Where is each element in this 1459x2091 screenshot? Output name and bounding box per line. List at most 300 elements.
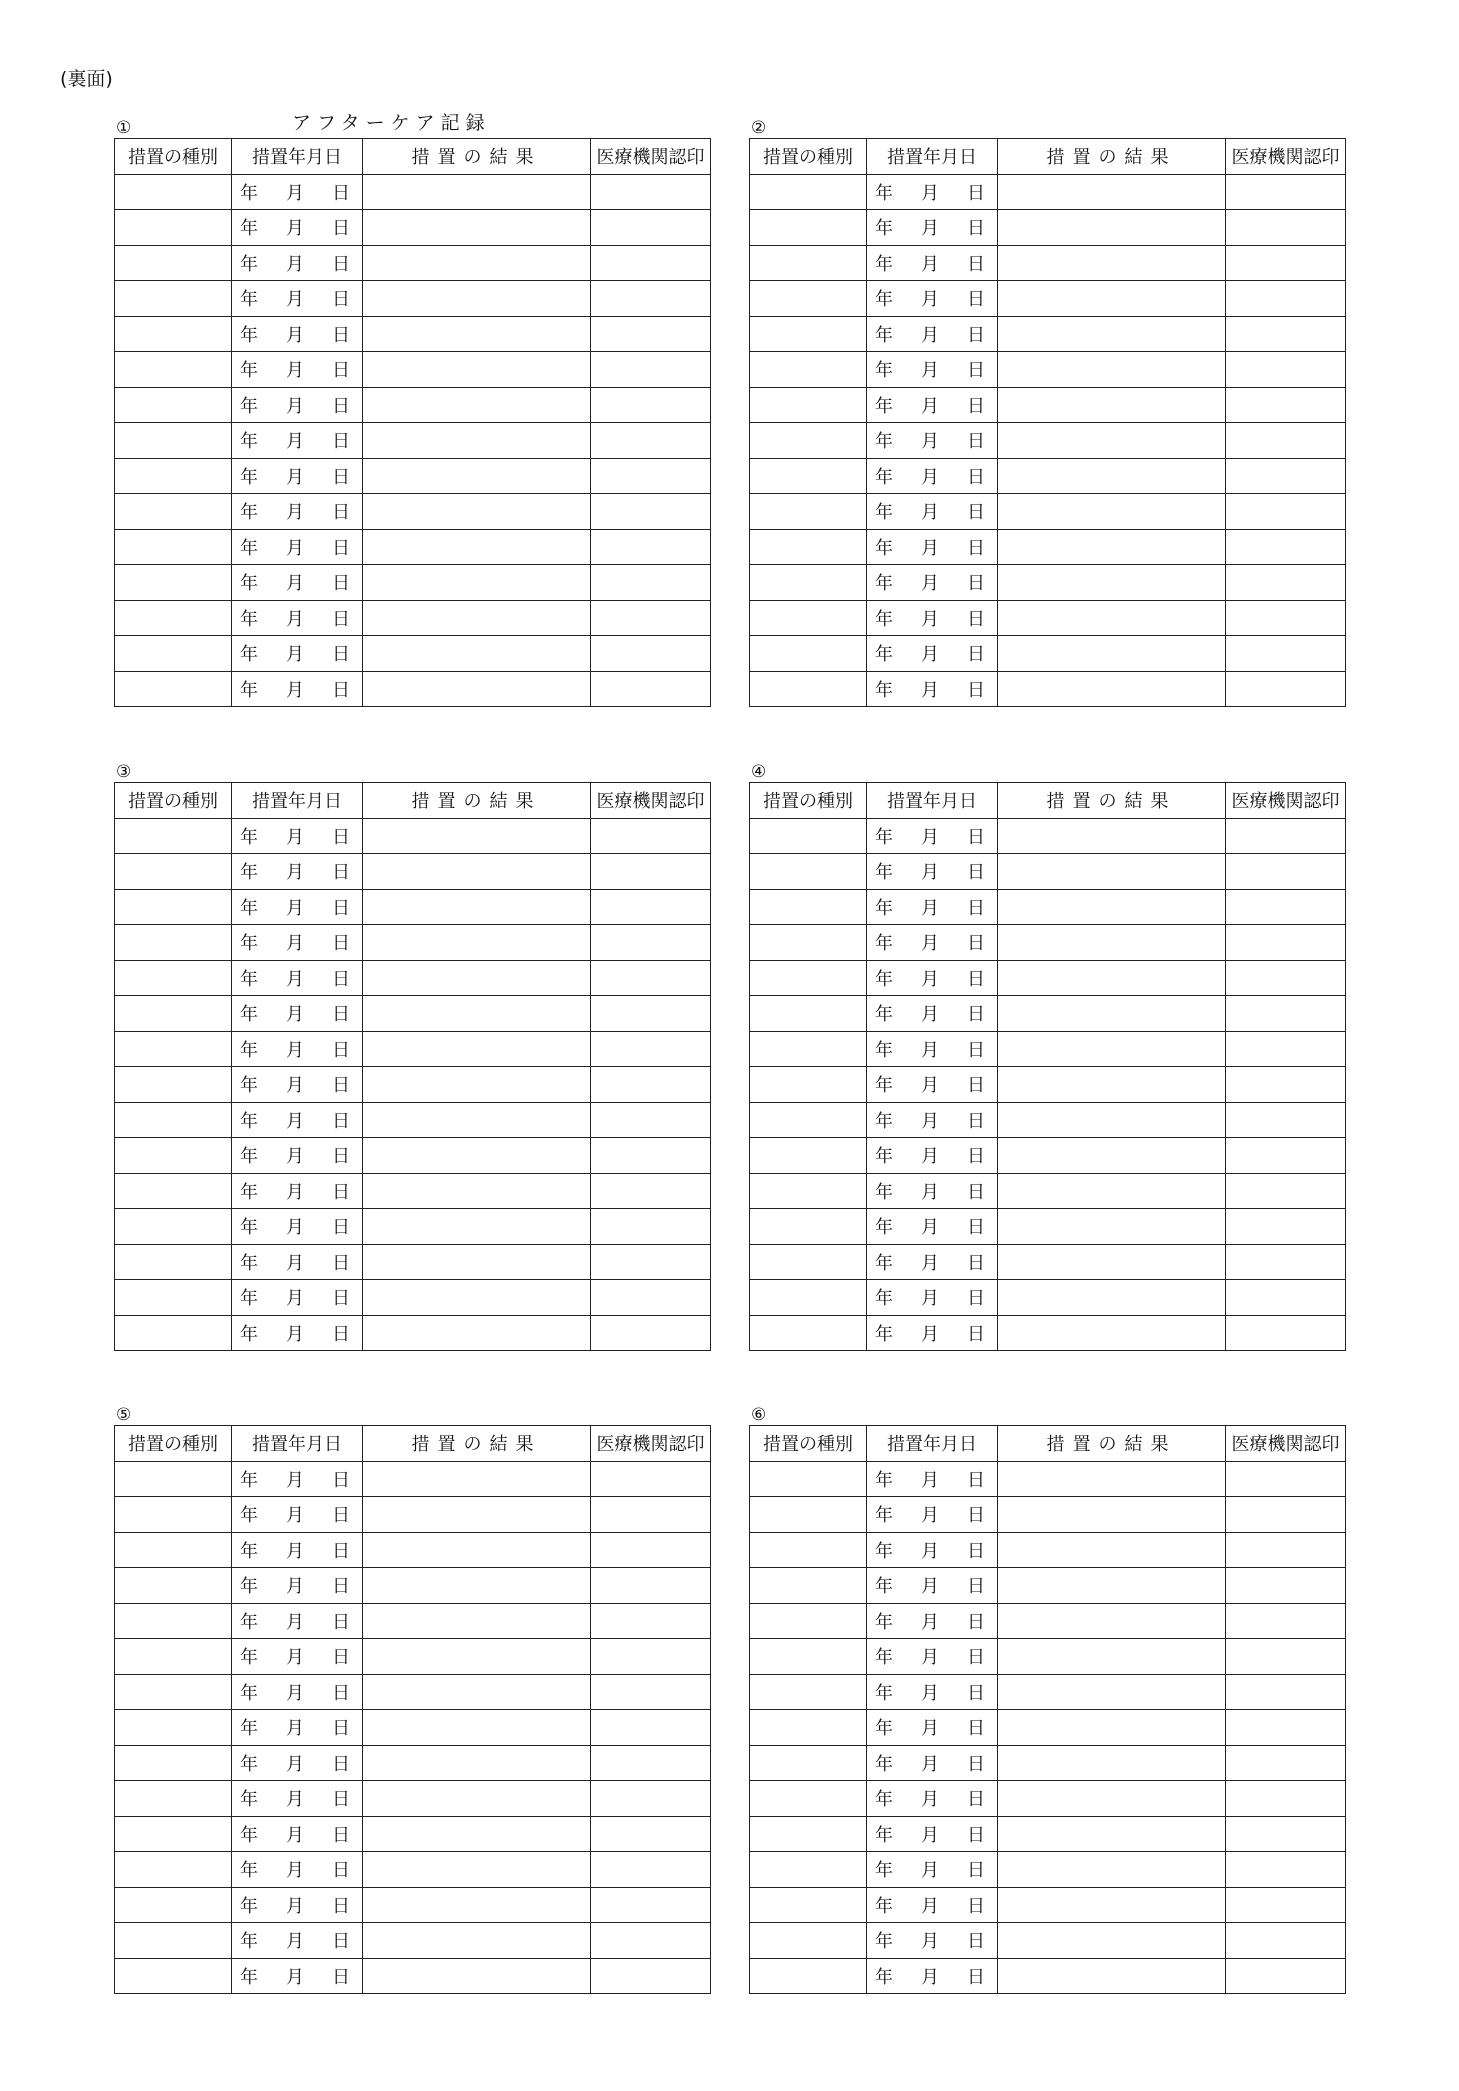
- measure-result-cell[interactable]: [363, 210, 591, 246]
- measure-result-cell[interactable]: [998, 494, 1226, 530]
- measure-date-cell[interactable]: [867, 1244, 998, 1280]
- hospital-seal-cell[interactable]: [1226, 1639, 1346, 1675]
- measure-type-cell[interactable]: [750, 1461, 867, 1497]
- measure-type-cell[interactable]: [750, 889, 867, 925]
- measure-type-cell[interactable]: [115, 1781, 232, 1817]
- hospital-seal-cell[interactable]: [1226, 1244, 1346, 1280]
- measure-date-cell[interactable]: [232, 925, 363, 961]
- measure-result-cell[interactable]: [363, 1461, 591, 1497]
- measure-type-cell[interactable]: [750, 1887, 867, 1923]
- hospital-seal-cell[interactable]: [1226, 529, 1346, 565]
- measure-date-cell[interactable]: [232, 889, 363, 925]
- hospital-seal-cell[interactable]: [591, 1280, 711, 1316]
- measure-result-cell[interactable]: [363, 1923, 591, 1959]
- measure-date-cell[interactable]: [867, 245, 998, 281]
- measure-type-cell[interactable]: [115, 889, 232, 925]
- measure-result-cell[interactable]: [998, 818, 1226, 854]
- measure-type-cell[interactable]: [750, 281, 867, 317]
- measure-type-cell[interactable]: [750, 1497, 867, 1533]
- measure-date-cell[interactable]: [867, 1674, 998, 1710]
- measure-date-cell[interactable]: [232, 1244, 363, 1280]
- measure-date-cell[interactable]: [232, 1781, 363, 1817]
- measure-result-cell[interactable]: [998, 423, 1226, 459]
- hospital-seal-cell[interactable]: [591, 1209, 711, 1245]
- hospital-seal-cell[interactable]: [1226, 671, 1346, 707]
- measure-result-cell[interactable]: [998, 1745, 1226, 1781]
- measure-date-cell[interactable]: [232, 1497, 363, 1533]
- measure-type-cell[interactable]: [115, 671, 232, 707]
- hospital-seal-cell[interactable]: [1226, 1781, 1346, 1817]
- measure-result-cell[interactable]: [363, 854, 591, 890]
- measure-result-cell[interactable]: [363, 458, 591, 494]
- measure-date-cell[interactable]: [867, 458, 998, 494]
- measure-type-cell[interactable]: [115, 636, 232, 672]
- measure-type-cell[interactable]: [115, 1138, 232, 1174]
- measure-date-cell[interactable]: [867, 1852, 998, 1888]
- measure-result-cell[interactable]: [998, 889, 1226, 925]
- measure-date-cell[interactable]: [232, 960, 363, 996]
- hospital-seal-cell[interactable]: [591, 1639, 711, 1675]
- hospital-seal-cell[interactable]: [1226, 1280, 1346, 1316]
- hospital-seal-cell[interactable]: [1226, 925, 1346, 961]
- hospital-seal-cell[interactable]: [1226, 1461, 1346, 1497]
- measure-type-cell[interactable]: [115, 960, 232, 996]
- measure-result-cell[interactable]: [363, 671, 591, 707]
- hospital-seal-cell[interactable]: [1226, 494, 1346, 530]
- measure-type-cell[interactable]: [115, 316, 232, 352]
- measure-type-cell[interactable]: [750, 1958, 867, 1994]
- measure-date-cell[interactable]: [867, 423, 998, 459]
- hospital-seal-cell[interactable]: [591, 1923, 711, 1959]
- measure-type-cell[interactable]: [115, 1280, 232, 1316]
- measure-result-cell[interactable]: [363, 600, 591, 636]
- hospital-seal-cell[interactable]: [1226, 960, 1346, 996]
- measure-result-cell[interactable]: [998, 1816, 1226, 1852]
- measure-type-cell[interactable]: [115, 1568, 232, 1604]
- measure-date-cell[interactable]: [867, 352, 998, 388]
- measure-type-cell[interactable]: [115, 458, 232, 494]
- measure-result-cell[interactable]: [363, 1138, 591, 1174]
- measure-result-cell[interactable]: [363, 1603, 591, 1639]
- measure-result-cell[interactable]: [998, 1244, 1226, 1280]
- measure-type-cell[interactable]: [750, 1781, 867, 1817]
- hospital-seal-cell[interactable]: [591, 174, 711, 210]
- measure-type-cell[interactable]: [115, 565, 232, 601]
- hospital-seal-cell[interactable]: [591, 1315, 711, 1351]
- hospital-seal-cell[interactable]: [1226, 1923, 1346, 1959]
- measure-result-cell[interactable]: [998, 1102, 1226, 1138]
- measure-date-cell[interactable]: [232, 1674, 363, 1710]
- hospital-seal-cell[interactable]: [1226, 1745, 1346, 1781]
- measure-result-cell[interactable]: [998, 1958, 1226, 1994]
- measure-type-cell[interactable]: [115, 352, 232, 388]
- measure-result-cell[interactable]: [363, 1568, 591, 1604]
- measure-result-cell[interactable]: [998, 1639, 1226, 1675]
- hospital-seal-cell[interactable]: [591, 1532, 711, 1568]
- measure-date-cell[interactable]: [232, 1102, 363, 1138]
- measure-result-cell[interactable]: [998, 1280, 1226, 1316]
- measure-result-cell[interactable]: [363, 925, 591, 961]
- measure-type-cell[interactable]: [750, 818, 867, 854]
- measure-result-cell[interactable]: [363, 636, 591, 672]
- measure-result-cell[interactable]: [363, 565, 591, 601]
- measure-type-cell[interactable]: [750, 1568, 867, 1604]
- hospital-seal-cell[interactable]: [1226, 245, 1346, 281]
- measure-result-cell[interactable]: [998, 1173, 1226, 1209]
- measure-type-cell[interactable]: [750, 387, 867, 423]
- hospital-seal-cell[interactable]: [591, 1852, 711, 1888]
- measure-date-cell[interactable]: [232, 174, 363, 210]
- hospital-seal-cell[interactable]: [591, 1138, 711, 1174]
- hospital-seal-cell[interactable]: [1226, 387, 1346, 423]
- measure-result-cell[interactable]: [998, 174, 1226, 210]
- measure-type-cell[interactable]: [750, 854, 867, 890]
- hospital-seal-cell[interactable]: [591, 1781, 711, 1817]
- measure-date-cell[interactable]: [232, 996, 363, 1032]
- measure-result-cell[interactable]: [363, 818, 591, 854]
- measure-result-cell[interactable]: [363, 494, 591, 530]
- measure-result-cell[interactable]: [363, 1067, 591, 1103]
- measure-result-cell[interactable]: [998, 529, 1226, 565]
- measure-result-cell[interactable]: [363, 1781, 591, 1817]
- measure-type-cell[interactable]: [750, 458, 867, 494]
- measure-result-cell[interactable]: [363, 316, 591, 352]
- hospital-seal-cell[interactable]: [591, 281, 711, 317]
- hospital-seal-cell[interactable]: [591, 1745, 711, 1781]
- measure-date-cell[interactable]: [867, 636, 998, 672]
- measure-result-cell[interactable]: [998, 1138, 1226, 1174]
- measure-result-cell[interactable]: [363, 1887, 591, 1923]
- measure-date-cell[interactable]: [232, 600, 363, 636]
- hospital-seal-cell[interactable]: [591, 210, 711, 246]
- measure-date-cell[interactable]: [867, 1887, 998, 1923]
- measure-type-cell[interactable]: [115, 174, 232, 210]
- measure-result-cell[interactable]: [363, 1532, 591, 1568]
- measure-type-cell[interactable]: [750, 1710, 867, 1746]
- measure-type-cell[interactable]: [750, 210, 867, 246]
- measure-type-cell[interactable]: [115, 1031, 232, 1067]
- measure-result-cell[interactable]: [998, 671, 1226, 707]
- hospital-seal-cell[interactable]: [591, 1568, 711, 1604]
- measure-date-cell[interactable]: [867, 1031, 998, 1067]
- measure-type-cell[interactable]: [115, 529, 232, 565]
- measure-type-cell[interactable]: [750, 1315, 867, 1351]
- measure-date-cell[interactable]: [867, 1138, 998, 1174]
- measure-date-cell[interactable]: [232, 1852, 363, 1888]
- measure-result-cell[interactable]: [363, 1497, 591, 1533]
- measure-type-cell[interactable]: [750, 1280, 867, 1316]
- measure-type-cell[interactable]: [750, 1102, 867, 1138]
- measure-date-cell[interactable]: [867, 671, 998, 707]
- measure-type-cell[interactable]: [115, 245, 232, 281]
- hospital-seal-cell[interactable]: [1226, 281, 1346, 317]
- measure-date-cell[interactable]: [867, 1209, 998, 1245]
- measure-type-cell[interactable]: [750, 925, 867, 961]
- measure-type-cell[interactable]: [115, 210, 232, 246]
- measure-type-cell[interactable]: [115, 1497, 232, 1533]
- measure-result-cell[interactable]: [998, 1209, 1226, 1245]
- measure-date-cell[interactable]: [867, 1816, 998, 1852]
- hospital-seal-cell[interactable]: [591, 458, 711, 494]
- measure-type-cell[interactable]: [750, 352, 867, 388]
- measure-result-cell[interactable]: [363, 1852, 591, 1888]
- measure-date-cell[interactable]: [232, 1173, 363, 1209]
- measure-result-cell[interactable]: [998, 1674, 1226, 1710]
- measure-result-cell[interactable]: [998, 245, 1226, 281]
- measure-date-cell[interactable]: [867, 1497, 998, 1533]
- hospital-seal-cell[interactable]: [591, 889, 711, 925]
- measure-type-cell[interactable]: [750, 1745, 867, 1781]
- measure-date-cell[interactable]: [867, 1102, 998, 1138]
- measure-result-cell[interactable]: [998, 636, 1226, 672]
- measure-date-cell[interactable]: [232, 1532, 363, 1568]
- measure-result-cell[interactable]: [998, 925, 1226, 961]
- measure-date-cell[interactable]: [867, 1532, 998, 1568]
- measure-type-cell[interactable]: [750, 494, 867, 530]
- measure-date-cell[interactable]: [867, 1315, 998, 1351]
- measure-type-cell[interactable]: [750, 1532, 867, 1568]
- measure-date-cell[interactable]: [232, 1887, 363, 1923]
- measure-result-cell[interactable]: [363, 1674, 591, 1710]
- measure-date-cell[interactable]: [867, 1603, 998, 1639]
- measure-date-cell[interactable]: [867, 1958, 998, 1994]
- hospital-seal-cell[interactable]: [591, 565, 711, 601]
- hospital-seal-cell[interactable]: [591, 854, 711, 890]
- measure-date-cell[interactable]: [232, 1067, 363, 1103]
- measure-type-cell[interactable]: [115, 1958, 232, 1994]
- measure-type-cell[interactable]: [750, 1852, 867, 1888]
- measure-result-cell[interactable]: [998, 1568, 1226, 1604]
- measure-date-cell[interactable]: [232, 854, 363, 890]
- hospital-seal-cell[interactable]: [1226, 1031, 1346, 1067]
- measure-result-cell[interactable]: [998, 1497, 1226, 1533]
- measure-result-cell[interactable]: [363, 1280, 591, 1316]
- measure-type-cell[interactable]: [115, 1603, 232, 1639]
- measure-type-cell[interactable]: [115, 1852, 232, 1888]
- measure-result-cell[interactable]: [998, 1603, 1226, 1639]
- measure-type-cell[interactable]: [750, 245, 867, 281]
- hospital-seal-cell[interactable]: [591, 245, 711, 281]
- measure-result-cell[interactable]: [998, 281, 1226, 317]
- hospital-seal-cell[interactable]: [591, 671, 711, 707]
- hospital-seal-cell[interactable]: [591, 1173, 711, 1209]
- measure-date-cell[interactable]: [232, 352, 363, 388]
- hospital-seal-cell[interactable]: [1226, 458, 1346, 494]
- measure-result-cell[interactable]: [363, 352, 591, 388]
- measure-type-cell[interactable]: [115, 1067, 232, 1103]
- hospital-seal-cell[interactable]: [591, 1031, 711, 1067]
- measure-date-cell[interactable]: [232, 387, 363, 423]
- hospital-seal-cell[interactable]: [591, 1958, 711, 1994]
- measure-type-cell[interactable]: [115, 1887, 232, 1923]
- measure-result-cell[interactable]: [998, 1852, 1226, 1888]
- measure-date-cell[interactable]: [867, 960, 998, 996]
- measure-date-cell[interactable]: [867, 316, 998, 352]
- measure-type-cell[interactable]: [115, 1315, 232, 1351]
- measure-date-cell[interactable]: [867, 1067, 998, 1103]
- hospital-seal-cell[interactable]: [1226, 1532, 1346, 1568]
- hospital-seal-cell[interactable]: [591, 996, 711, 1032]
- measure-type-cell[interactable]: [750, 1067, 867, 1103]
- hospital-seal-cell[interactable]: [1226, 600, 1346, 636]
- hospital-seal-cell[interactable]: [591, 636, 711, 672]
- measure-date-cell[interactable]: [232, 1603, 363, 1639]
- measure-date-cell[interactable]: [867, 889, 998, 925]
- measure-type-cell[interactable]: [115, 1639, 232, 1675]
- measure-result-cell[interactable]: [363, 245, 591, 281]
- measure-type-cell[interactable]: [115, 1461, 232, 1497]
- measure-result-cell[interactable]: [363, 1958, 591, 1994]
- measure-date-cell[interactable]: [232, 1280, 363, 1316]
- measure-type-cell[interactable]: [750, 1031, 867, 1067]
- measure-date-cell[interactable]: [867, 1280, 998, 1316]
- measure-result-cell[interactable]: [998, 1315, 1226, 1351]
- hospital-seal-cell[interactable]: [591, 1674, 711, 1710]
- measure-date-cell[interactable]: [867, 854, 998, 890]
- measure-date-cell[interactable]: [867, 1745, 998, 1781]
- measure-result-cell[interactable]: [363, 1745, 591, 1781]
- hospital-seal-cell[interactable]: [1226, 1138, 1346, 1174]
- measure-result-cell[interactable]: [363, 1315, 591, 1351]
- measure-type-cell[interactable]: [115, 387, 232, 423]
- hospital-seal-cell[interactable]: [1226, 1497, 1346, 1533]
- measure-result-cell[interactable]: [363, 387, 591, 423]
- hospital-seal-cell[interactable]: [591, 316, 711, 352]
- measure-result-cell[interactable]: [363, 1244, 591, 1280]
- measure-type-cell[interactable]: [115, 1244, 232, 1280]
- measure-date-cell[interactable]: [232, 1031, 363, 1067]
- measure-date-cell[interactable]: [867, 565, 998, 601]
- measure-type-cell[interactable]: [115, 1745, 232, 1781]
- measure-type-cell[interactable]: [115, 494, 232, 530]
- measure-date-cell[interactable]: [867, 925, 998, 961]
- measure-type-cell[interactable]: [115, 1532, 232, 1568]
- measure-date-cell[interactable]: [232, 1461, 363, 1497]
- hospital-seal-cell[interactable]: [591, 1710, 711, 1746]
- measure-type-cell[interactable]: [750, 1173, 867, 1209]
- measure-type-cell[interactable]: [115, 1209, 232, 1245]
- measure-date-cell[interactable]: [867, 996, 998, 1032]
- measure-type-cell[interactable]: [750, 529, 867, 565]
- measure-date-cell[interactable]: [232, 458, 363, 494]
- hospital-seal-cell[interactable]: [1226, 1209, 1346, 1245]
- measure-type-cell[interactable]: [115, 818, 232, 854]
- measure-type-cell[interactable]: [750, 1639, 867, 1675]
- measure-result-cell[interactable]: [998, 854, 1226, 890]
- measure-result-cell[interactable]: [363, 529, 591, 565]
- measure-type-cell[interactable]: [750, 1603, 867, 1639]
- hospital-seal-cell[interactable]: [591, 1461, 711, 1497]
- measure-type-cell[interactable]: [115, 423, 232, 459]
- measure-type-cell[interactable]: [750, 316, 867, 352]
- measure-type-cell[interactable]: [750, 1816, 867, 1852]
- hospital-seal-cell[interactable]: [591, 387, 711, 423]
- hospital-seal-cell[interactable]: [1226, 1102, 1346, 1138]
- hospital-seal-cell[interactable]: [1226, 352, 1346, 388]
- hospital-seal-cell[interactable]: [1226, 565, 1346, 601]
- hospital-seal-cell[interactable]: [591, 600, 711, 636]
- measure-result-cell[interactable]: [363, 1816, 591, 1852]
- hospital-seal-cell[interactable]: [591, 1816, 711, 1852]
- measure-type-cell[interactable]: [115, 1816, 232, 1852]
- measure-type-cell[interactable]: [115, 925, 232, 961]
- measure-date-cell[interactable]: [867, 174, 998, 210]
- measure-type-cell[interactable]: [115, 1710, 232, 1746]
- hospital-seal-cell[interactable]: [1226, 423, 1346, 459]
- hospital-seal-cell[interactable]: [1226, 1173, 1346, 1209]
- measure-date-cell[interactable]: [232, 1568, 363, 1604]
- hospital-seal-cell[interactable]: [591, 960, 711, 996]
- measure-date-cell[interactable]: [867, 210, 998, 246]
- measure-type-cell[interactable]: [115, 1173, 232, 1209]
- hospital-seal-cell[interactable]: [1226, 1674, 1346, 1710]
- hospital-seal-cell[interactable]: [591, 925, 711, 961]
- measure-date-cell[interactable]: [232, 423, 363, 459]
- measure-type-cell[interactable]: [750, 671, 867, 707]
- measure-result-cell[interactable]: [998, 600, 1226, 636]
- measure-result-cell[interactable]: [363, 1209, 591, 1245]
- measure-result-cell[interactable]: [998, 565, 1226, 601]
- measure-date-cell[interactable]: [232, 494, 363, 530]
- measure-date-cell[interactable]: [232, 1138, 363, 1174]
- measure-type-cell[interactable]: [750, 600, 867, 636]
- hospital-seal-cell[interactable]: [1226, 636, 1346, 672]
- hospital-seal-cell[interactable]: [1226, 1067, 1346, 1103]
- measure-result-cell[interactable]: [363, 1102, 591, 1138]
- hospital-seal-cell[interactable]: [1226, 210, 1346, 246]
- hospital-seal-cell[interactable]: [1226, 818, 1346, 854]
- measure-date-cell[interactable]: [232, 1745, 363, 1781]
- measure-result-cell[interactable]: [998, 210, 1226, 246]
- measure-date-cell[interactable]: [867, 529, 998, 565]
- hospital-seal-cell[interactable]: [591, 1497, 711, 1533]
- measure-date-cell[interactable]: [867, 1710, 998, 1746]
- hospital-seal-cell[interactable]: [1226, 1958, 1346, 1994]
- measure-type-cell[interactable]: [750, 174, 867, 210]
- hospital-seal-cell[interactable]: [591, 352, 711, 388]
- measure-date-cell[interactable]: [232, 636, 363, 672]
- hospital-seal-cell[interactable]: [591, 1067, 711, 1103]
- measure-type-cell[interactable]: [750, 423, 867, 459]
- measure-result-cell[interactable]: [998, 1031, 1226, 1067]
- measure-result-cell[interactable]: [998, 1923, 1226, 1959]
- measure-date-cell[interactable]: [867, 1781, 998, 1817]
- measure-type-cell[interactable]: [750, 1674, 867, 1710]
- hospital-seal-cell[interactable]: [591, 1887, 711, 1923]
- measure-date-cell[interactable]: [232, 1209, 363, 1245]
- measure-date-cell[interactable]: [232, 818, 363, 854]
- measure-result-cell[interactable]: [998, 458, 1226, 494]
- hospital-seal-cell[interactable]: [1226, 174, 1346, 210]
- measure-type-cell[interactable]: [115, 1102, 232, 1138]
- measure-date-cell[interactable]: [232, 1710, 363, 1746]
- measure-result-cell[interactable]: [363, 1639, 591, 1675]
- measure-result-cell[interactable]: [363, 174, 591, 210]
- measure-type-cell[interactable]: [750, 636, 867, 672]
- measure-date-cell[interactable]: [867, 1639, 998, 1675]
- measure-type-cell[interactable]: [750, 1138, 867, 1174]
- measure-result-cell[interactable]: [998, 1067, 1226, 1103]
- measure-type-cell[interactable]: [750, 996, 867, 1032]
- hospital-seal-cell[interactable]: [1226, 1852, 1346, 1888]
- measure-result-cell[interactable]: [998, 1532, 1226, 1568]
- measure-result-cell[interactable]: [363, 889, 591, 925]
- measure-result-cell[interactable]: [998, 960, 1226, 996]
- measure-result-cell[interactable]: [363, 1173, 591, 1209]
- measure-result-cell[interactable]: [363, 960, 591, 996]
- measure-result-cell[interactable]: [998, 1781, 1226, 1817]
- measure-date-cell[interactable]: [867, 1461, 998, 1497]
